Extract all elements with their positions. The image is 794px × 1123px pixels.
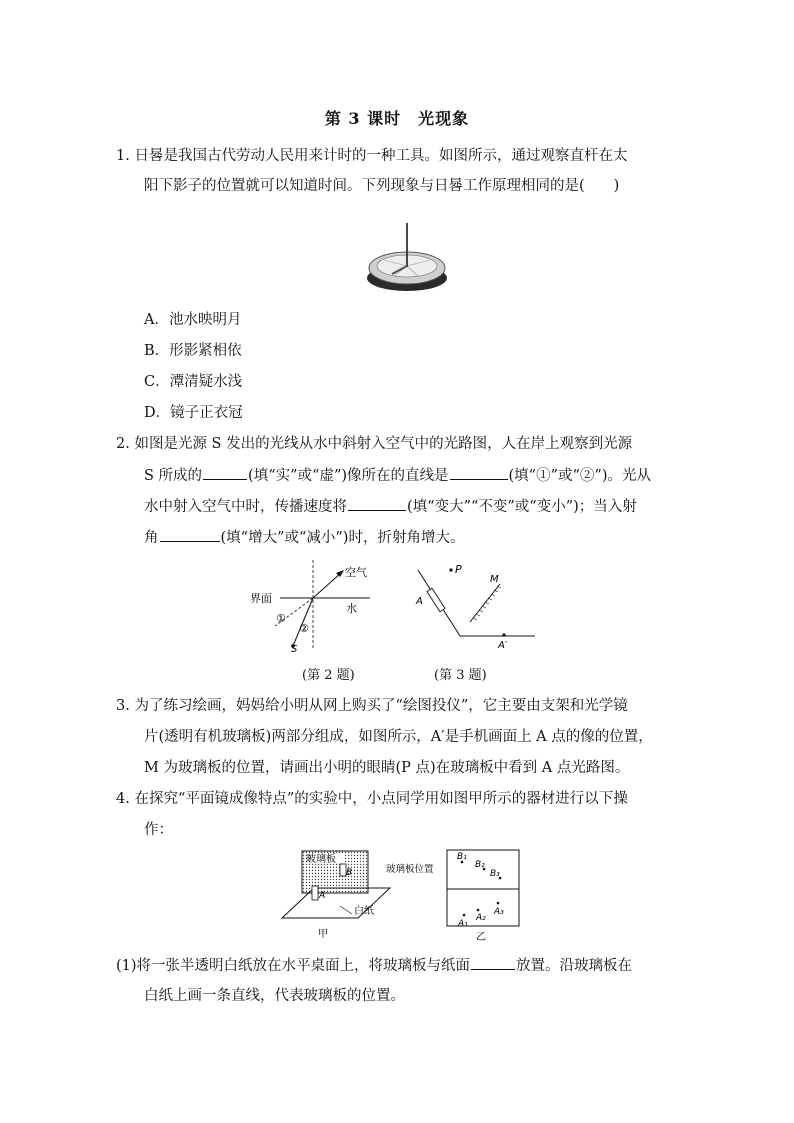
b3-label: B₃ [490, 869, 500, 879]
q2-text: 角 [144, 530, 159, 546]
air-label: 空气 [345, 566, 367, 579]
point-a3 [497, 902, 500, 905]
refraction-diagram [250, 558, 380, 653]
figure-3-caption: (第 3 题) [434, 668, 487, 683]
q4-text: (1)将一张半透明白纸放在水平桌面上，将玻璃板与纸面 [116, 958, 471, 974]
a2-label: A₂ [476, 913, 486, 923]
q2-text: (填“变大”“不变”或“变小”)；当入射 [407, 499, 637, 515]
glass-label: 玻璃板 [306, 854, 336, 865]
q1-option-a: A．池水映明月 [144, 312, 242, 328]
a3-label: A₃ [494, 907, 504, 917]
q4-stem-line-1: 4. 在探究“平面镜成像特点”的实验中，小点同学用如图甲所示的器材进行以下操 [116, 791, 628, 807]
answer-blank[interactable] [203, 465, 247, 480]
q4-sub1-line-2: 白纸上画一条直线，代表玻璃板的位置。 [144, 988, 405, 1004]
a-label: A [416, 596, 423, 607]
q2-text: 水中射入空气中时，传播速度将 [144, 499, 347, 515]
p-label: P [455, 563, 462, 576]
a-label: A [319, 891, 326, 901]
answer-blank[interactable] [471, 955, 515, 970]
answer-blank[interactable] [450, 465, 508, 480]
glass-position-label: 玻璃板位置 [386, 864, 434, 875]
q2-stem-line-1: 2. 如图是光源 S 发出的光线从水中斜射入空气中的光路图，人在岸上观察到光源 [116, 436, 633, 452]
q1-stem-line-2: 阳下影子的位置就可以知道时间。下列现象与日晷工作原理相同的是( ) [144, 178, 620, 194]
q2-stem-line-3 [144, 496, 637, 517]
a-prime-label: A′ [498, 640, 508, 651]
a1-label: A₁ [458, 919, 468, 929]
q3-stem-line-3: M 为玻璃板的位置，请画出小明的眼睛(P 点)在玻璃板中看到 A 点光路图。 [144, 760, 630, 776]
point-p [449, 568, 452, 571]
source-label: S [291, 644, 298, 653]
answer-blank[interactable] [160, 527, 220, 542]
q2-text: (填“增大”或“减小”)时，折射角增大。 [220, 530, 465, 546]
ray-1-label: ① [276, 612, 286, 625]
q1-option-b: B．形影紧相依 [144, 343, 242, 359]
q2-text: (填“实”或“虚”)像所在的直线是 [248, 468, 449, 484]
q4-stem-line-2: 作： [144, 822, 173, 838]
image-positions-diagram [386, 848, 526, 943]
b2-label: B₂ [475, 860, 485, 870]
point-a-prime [502, 633, 505, 636]
b1-label: B₁ [457, 852, 467, 862]
q1-option-d: D．镜子正衣冠 [144, 405, 243, 421]
figure-2-caption: (第 2 题) [302, 668, 355, 683]
glass-hatching [473, 586, 501, 620]
candle-a [312, 886, 318, 900]
q2-stem-line-2 [144, 465, 651, 486]
q3-stem-line-2: 片(透明有机玻璃板)两部分组成，如图所示，A′是手机画面上 A 点的像的位置， [144, 729, 653, 745]
m-label: M [490, 574, 499, 585]
q4-text: 放置。沿玻璃板在 [516, 958, 633, 974]
b-label: B [346, 868, 353, 878]
point-a2 [477, 909, 480, 912]
q1-option-c: C．潭清疑水浅 [144, 374, 243, 390]
q2-text: S 所成的 [144, 468, 203, 484]
q1-stem-line-1: 1. 日晷是我国古代劳动人民用来计时的一种工具。如图所示，通过观察直杆在太 [116, 148, 628, 164]
paper-label: 白纸 [354, 906, 374, 917]
page-title: 第 3 课时 光现象 [324, 109, 470, 128]
ray-2-label: ② [299, 622, 309, 635]
drawing-projector-diagram [410, 558, 540, 653]
point-a1 [463, 914, 466, 917]
yi-label: 乙 [476, 932, 486, 943]
q2-stem-line-4 [144, 527, 464, 548]
refracted-ray [313, 572, 342, 598]
q4-sub1-line-1 [116, 955, 632, 976]
experiment-setup-diagram [278, 848, 398, 940]
q2-text: (填“①”或“②”)。光从 [508, 468, 651, 484]
q3-stem-line-1: 3. 为了练习绘画，妈妈给小明从网上购买了“绘图投仪”，它主要由支架和光学镜 [116, 698, 628, 714]
answer-blank[interactable] [348, 496, 406, 511]
sundial-image [366, 220, 448, 296]
water-label: 水 [346, 602, 357, 615]
phone-rect [427, 588, 445, 611]
glass-plate [470, 584, 500, 622]
jia-label: 甲 [318, 929, 328, 940]
interface-label: 界面 [250, 592, 272, 605]
